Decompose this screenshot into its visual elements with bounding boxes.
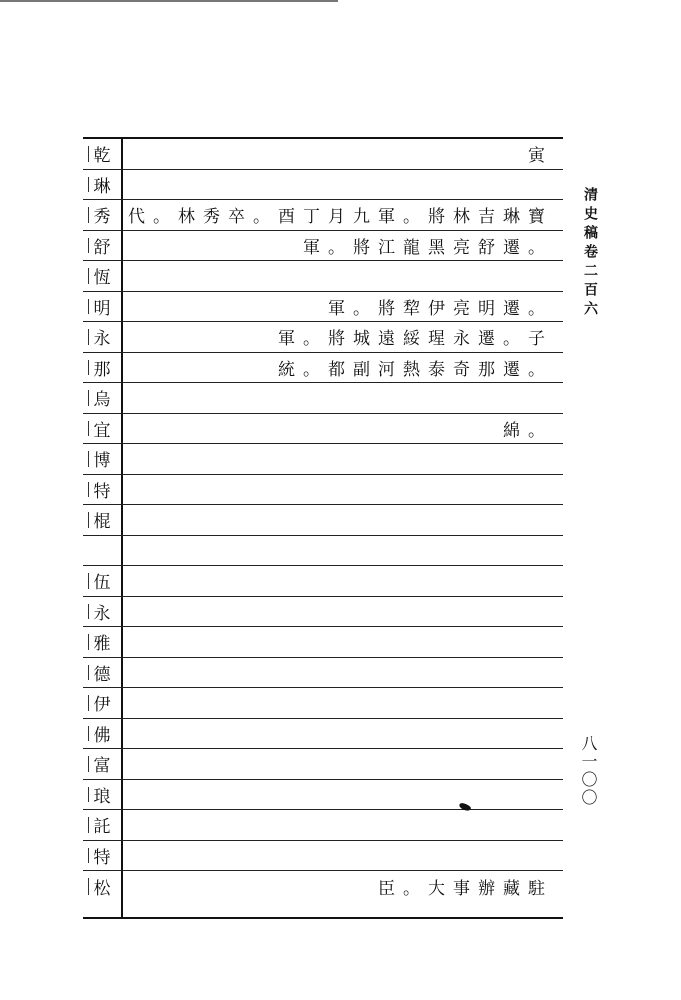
table-row [83, 658, 563, 689]
table-row [83, 292, 563, 323]
table-row-spacer [83, 536, 563, 567]
row-name: 烏 [83, 383, 121, 413]
table-row [83, 444, 563, 475]
row-entry: 寅 [528, 146, 553, 167]
row-name: 特 [83, 841, 121, 871]
table-row [83, 749, 563, 780]
table-row [83, 719, 563, 750]
official-table [83, 137, 563, 919]
table-row [83, 841, 563, 872]
row-name: 明 [83, 292, 121, 322]
table-row [83, 780, 563, 811]
row-name: 雅 [83, 627, 121, 657]
row-entry: 綿。 [503, 420, 553, 441]
row-name: 伍 [83, 566, 121, 596]
top-border-line [0, 0, 338, 2]
row-name: 舒 [83, 231, 121, 261]
row-entry: 軍。將犂伊亮明遷。 [328, 298, 553, 319]
row-name: 富 [83, 749, 121, 779]
table-row [83, 261, 563, 292]
row-name: 秀 [83, 200, 121, 230]
table-row [83, 200, 563, 231]
row-name: 特 [83, 475, 121, 505]
row-entry: 代。林秀卒。酉丁月九軍。將林吉琳寶 [128, 207, 553, 228]
row-entry: 軍。將江龍黑亮舒遷。 [303, 237, 553, 258]
row-entry: 統。都副河熱泰奇那遷。 [278, 359, 553, 380]
table-row [83, 597, 563, 628]
row-name: 德 [83, 658, 121, 688]
row-name: 永 [83, 322, 121, 352]
row-name: 琅 [83, 780, 121, 810]
row-entry: 軍。將城遠綏瑆永遷。子 [278, 329, 553, 350]
row-name: 那 [83, 353, 121, 383]
table-row [83, 353, 563, 384]
table-row [83, 810, 563, 841]
table-row [83, 475, 563, 506]
table-row [83, 627, 563, 658]
table-row [83, 566, 563, 597]
running-title: 清史稿卷二百六 [582, 187, 598, 320]
row-entry: 臣。大事辦藏駐 [378, 878, 553, 899]
table-row [83, 871, 563, 902]
table-row [83, 414, 563, 445]
row-name: 松 [83, 871, 121, 902]
row-name: 恆 [83, 261, 121, 291]
row-name: 託 [83, 810, 121, 840]
row-name: 永 [83, 597, 121, 627]
row-name: 博 [83, 444, 121, 474]
row-name: 佛 [83, 719, 121, 749]
table-row [83, 170, 563, 201]
row-name: 棍 [83, 505, 121, 535]
row-name: 琳 [83, 170, 121, 200]
table-row [83, 322, 563, 353]
table-row [83, 505, 563, 536]
table-row [83, 139, 563, 170]
table-row [83, 383, 563, 414]
table-row [83, 688, 563, 719]
row-name: 伊 [83, 688, 121, 718]
row-name: 宜 [83, 414, 121, 444]
page-number: 八一〇〇 [579, 735, 598, 807]
table-row [83, 231, 563, 262]
row-name: 乾 [83, 139, 121, 169]
